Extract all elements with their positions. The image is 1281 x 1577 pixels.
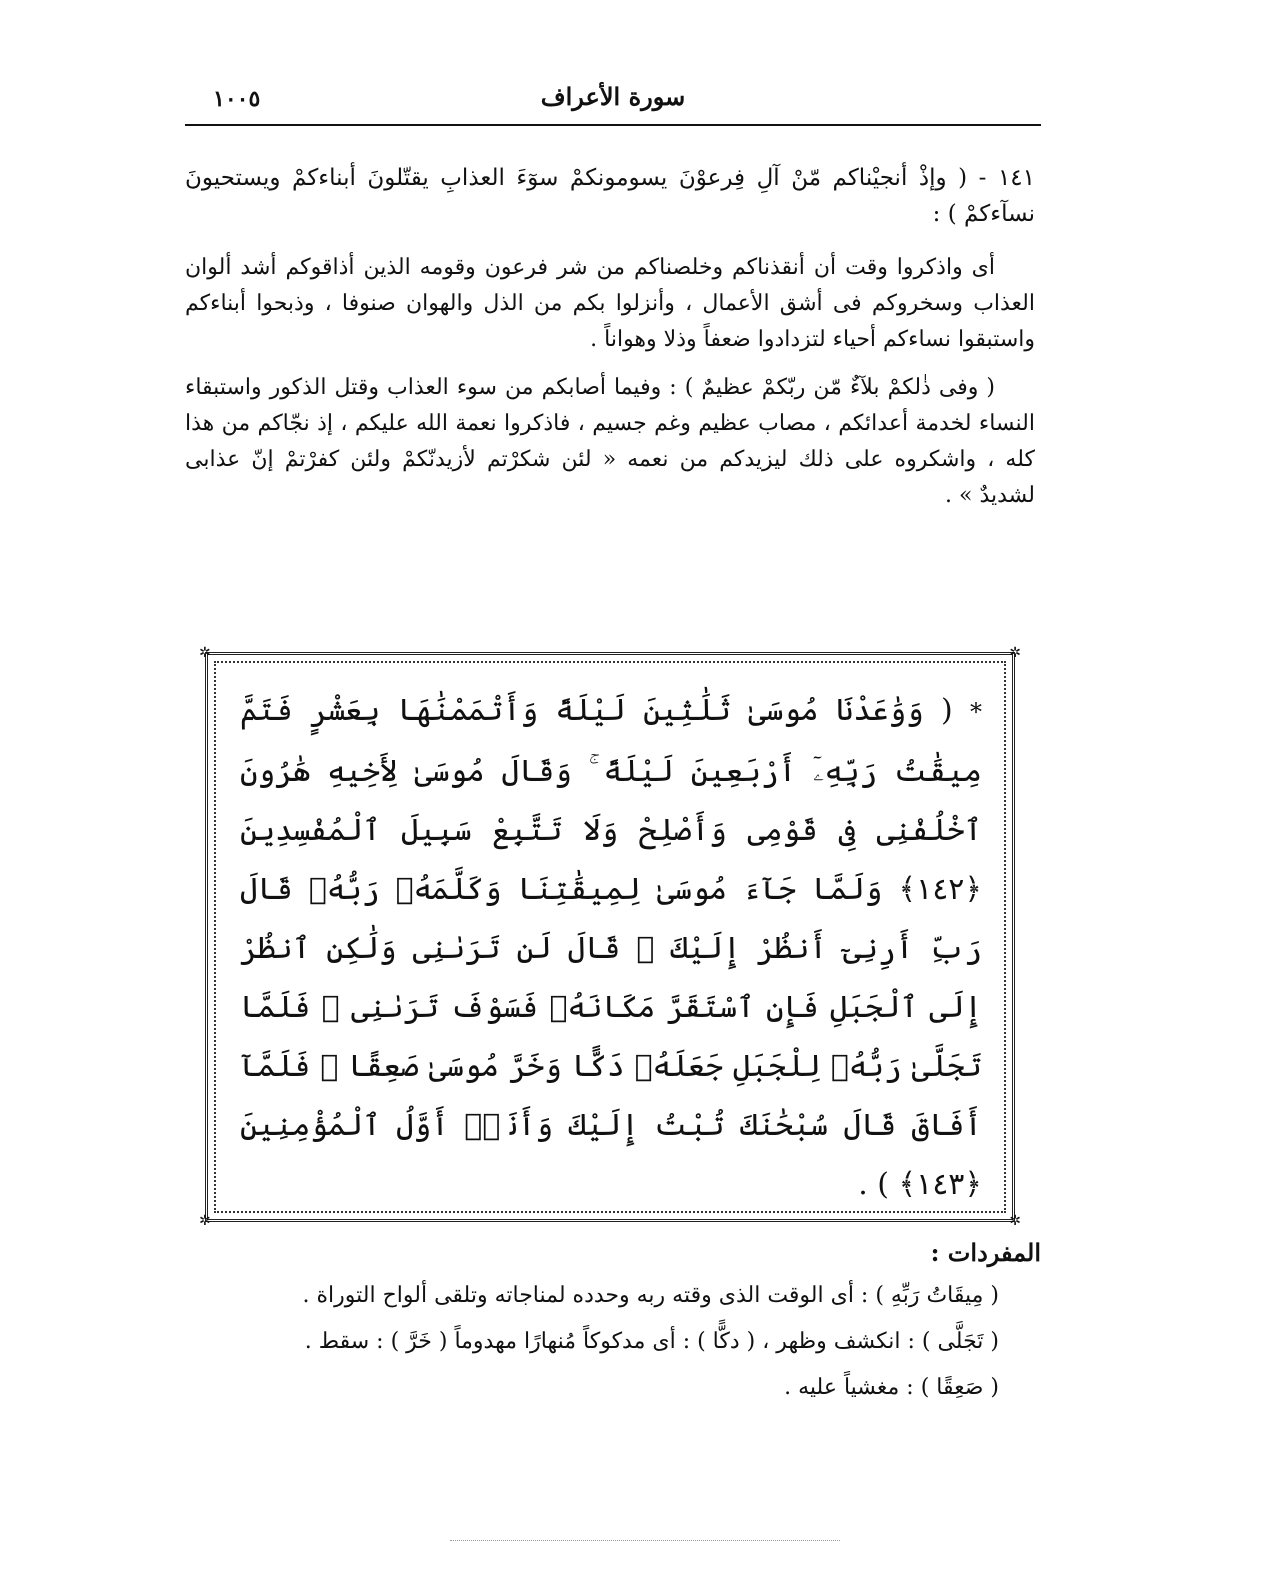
tafsir-commentary (185, 160, 1035, 526)
commentary-paragraph-1: أى واذكروا وقت أن أنقذناكم وخلصناكم من شر فرعون وقومه الذين أذاقوكم أشد ألوان العذاب وسخروكم فى أشق الأعمال ، وأنزلوا بكم من الذل والهوان صنوفا ، وذبحوا أبناءكم واستبقوا نساءكم أحياء لتزدادوا ضعفاً وذلا وهواناً . (185, 255, 1035, 352)
footer-dotted-rule (450, 1540, 840, 1541)
page-number: ١٠٠٥ (213, 86, 261, 112)
glossary-entry: ( صَعِقًا ) : مغشياً عليه . (784, 1375, 999, 1400)
glossary-entry: ( مِيقَاتُ رَبِّهِ ) : أى الوقت الذى وقته ربه وحدده لمناجاته وتلقى ألواح التوراة . (302, 1283, 999, 1308)
quran-text-box (199, 645, 1021, 1229)
glossary-entry: ( تَجَلَّى ) : انكشف وظهر ، ( دكًّا ) : أى مدكوكاً مُنهارًا مهدوماً ( خَرَّ ) : سقط . (304, 1329, 999, 1354)
glossary-title: المفردات : (930, 1238, 1041, 1267)
ornament-icon: ✲ (199, 645, 211, 661)
star-icon: * (969, 698, 982, 726)
sura-title: سورة الأعراف (540, 82, 686, 111)
header-rule (185, 124, 1041, 126)
quran-verse-text: ( وَوَٰعَدْنَا مُوسَىٰ ثَلَٰثِينَ لَيْلَةً وَأَتْمَمْنَٰهَا بِعَشْرٍ فَتَمَّ مِيقَٰتُ رَبِّهِۦٓ أَرْبَعِينَ لَيْلَةً ۚ وَقَالَ مُوسَىٰ لِأَخِيهِ هَٰرُونَ ٱخْلُفْنِى فِى قَوْمِى وَأَصْلِحْ وَلَا تَتَّبِعْ سَبِيلَ ٱلْمُفْسِدِينَ ﴿١٤٢﴾ وَلَمَّا جَآءَ مُوسَىٰ لِمِيقَٰتِنَا وَكَلَّمَهُۥ رَبُّهُۥ قَالَ رَبِّ أَرِنِىٓ أَنظُرْ إِلَيْكَ ۚ قَالَ لَن تَرَىٰنِى وَلَٰكِنِ ٱنظُرْ إِلَى ٱلْجَبَلِ فَإِنِ ٱسْتَقَرَّ مَكَانَهُۥ فَسَوْفَ تَرَىٰنِى ۚ فَلَمَّا تَجَلَّىٰ رَبُّهُۥ لِلْجَبَلِ جَعَلَهُۥ دَكًّا وَخَرَّ مُوسَىٰ صَعِقًا ۚ فَلَمَّآ أَفَاقَ قَالَ سُبْحَٰنَكَ تُبْتُ إِلَيْكَ وَأَنَا۠ أَوَّلُ ٱلْمُؤْمِنِينَ ﴿١٤٣﴾ ) . (240, 693, 982, 1202)
running-header (185, 82, 1041, 122)
commentary-paragraph-2: ( وفى ذٰلكمْ بلآءٌ مّن ربّكمْ عظيمٌ ) : وفيما أصابكم من سوء العذاب وقتل الذكور واستبقاء النساء لخدمة أعدائكم ، مصاب عظيم وغم جسيم ، فاذكروا نعمة الله عليكم ، إذ نجّاكم من هذا كله ، واشكروه على ذلك ليزيدكم من نعمه « لئن شكرْتم لأزيدنّكمْ ولئن كفرْتمْ إنّ عذابى لشديدٌ » . (185, 375, 1035, 508)
ornament-icon: ✲ (199, 1213, 211, 1229)
glossary-section (185, 1238, 1041, 1417)
ornament-icon: ✲ (1009, 1213, 1021, 1229)
ornament-icon: ✲ (1009, 645, 1021, 661)
quran-verses-142-143 (240, 681, 982, 1214)
verse-141: ١٤١ - ( وإذْ أنجيْناكم مّنْ آلِ فِرعوْنَ يسومونكمْ سوٓءَ العذابِ يقتّلونَ أبناءكمْ ويستحيونَ نسآءكمْ ) : (185, 165, 1035, 227)
